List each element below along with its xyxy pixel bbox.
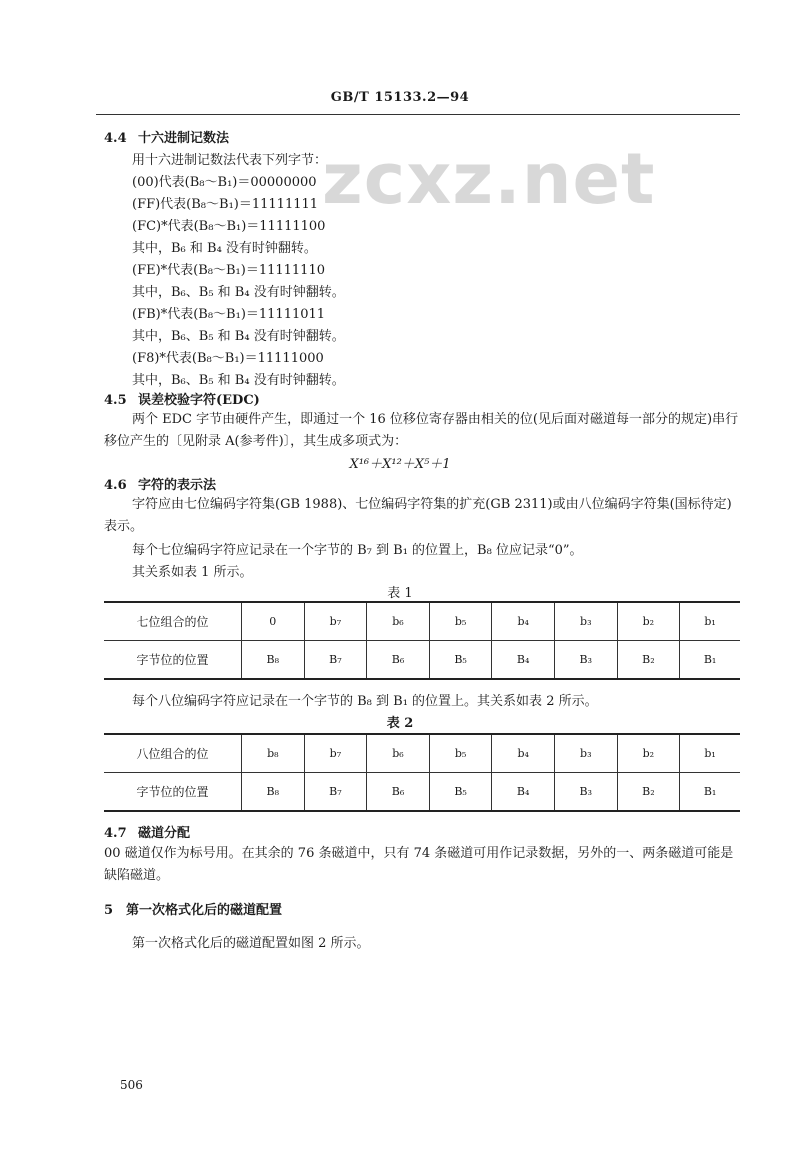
table-cell: B₄ (492, 641, 555, 680)
table-cell: b₁ (680, 734, 740, 773)
table-cell: b₁ (680, 602, 740, 641)
hex-line: (FF)代表(B₈～B₁)＝11111111 (132, 197, 319, 212)
generator-polynomial: X¹⁶＋X¹²＋X⁵＋1 (349, 457, 451, 472)
eight-bit-rule: 每个八位编码字符应记录在一个字节的 B₈ 到 B₁ 的位置上。其关系如表 2 所示。 (132, 694, 598, 709)
table-cell: B₁ (680, 773, 740, 812)
table-cell: b₇ (304, 602, 367, 641)
table-cell: B₅ (429, 773, 492, 812)
track-allocation-body: 00 磁道仅作为标号用。在其余的 76 条磁道中，只有 74 条磁道可用作记录数据，另外的一、两条磁道可能是缺陷磁道。 (104, 846, 734, 883)
hex-line: 其中，B₆ 和 B₄ 没有时钟翻转。 (132, 241, 317, 256)
table-row (104, 734, 740, 773)
table-cell: b₇ (304, 734, 367, 773)
table-cell: B₈ (242, 773, 305, 812)
table-cell: b₅ (429, 602, 492, 641)
table-cell: B₇ (304, 773, 367, 812)
table1-reference: 其关系如表 1 所示。 (132, 565, 253, 580)
table-cell: B₂ (617, 773, 680, 812)
section-4-6-heading (104, 474, 216, 493)
section-4-4-heading (104, 127, 229, 146)
table-cell: B₈ (242, 641, 305, 680)
table-cell: b₄ (492, 602, 555, 641)
hex-line: (F8)*代表(B₈～B₁)＝11111000 (132, 351, 324, 366)
table-cell: B₁ (680, 641, 740, 680)
table-cell: B₆ (367, 641, 430, 680)
watermark: zcxz.net (322, 138, 656, 220)
table-1 (104, 601, 740, 680)
hex-line: (00)代表(B₈～B₁)＝00000000 (132, 175, 317, 190)
section-5-body: 第一次格式化后的磁道配置如图 2 所示。 (132, 936, 370, 951)
table-cell: B₃ (554, 773, 617, 812)
section-title: 字符的表示法 (138, 478, 217, 493)
table-cell: B₂ (617, 641, 680, 680)
table-cell: b₈ (242, 734, 305, 773)
header-rule (96, 114, 740, 115)
section-4-7-heading (104, 822, 190, 841)
hex-line: 其中，B₆、B₅ 和 B₄ 没有时钟翻转。 (132, 329, 345, 344)
table-cell: b₄ (492, 734, 555, 773)
hex-line: (FB)*代表(B₈～B₁)＝11111011 (132, 307, 326, 322)
hex-line: (FE)*代表(B₈～B₁)＝11111110 (132, 263, 325, 278)
page-number: 506 (120, 1078, 143, 1092)
section-title: 第一次格式化后的磁道配置 (126, 903, 283, 918)
table-cell: B₃ (554, 641, 617, 680)
table-cell: b₂ (617, 602, 680, 641)
table-cell: B₇ (304, 641, 367, 680)
hex-line: (FC)*代表(B₈～B₁)＝11111100 (132, 219, 326, 234)
row-label: 字节位的位置 (104, 641, 242, 680)
standard-code-header: GB/T 15133.2—94 (330, 90, 470, 105)
table-cell: b₂ (617, 734, 680, 773)
hex-intro: 用十六进制记数法代表下列字节： (132, 153, 328, 168)
table-2 (104, 733, 740, 812)
section-4-5-heading (104, 389, 260, 408)
section-number: 4.6 (104, 478, 127, 493)
table-row (104, 641, 740, 680)
table-row (104, 773, 740, 812)
table-cell: b₆ (367, 734, 430, 773)
hex-line: 其中，B₆、B₅ 和 B₄ 没有时钟翻转。 (132, 373, 345, 388)
table1-caption: 表 1 (387, 586, 413, 601)
row-label: 字节位的位置 (104, 773, 242, 812)
table2-caption: 表 2 (386, 716, 414, 731)
section-number: 4.7 (104, 826, 127, 841)
char-repr-body: 字符应由七位编码字符集(GB 1988)、七位编码字符集的扩充(GB 2311)或由八位编码字符集(国标待定)表示。 (104, 497, 732, 534)
section-5-heading (104, 899, 282, 918)
row-label: 八位组合的位 (104, 734, 242, 773)
edc-body: 两个 EDC 字节由硬件产生，即通过一个 16 位移位寄存器由相关的位(见后面对磁道每一部分的规定)串行移位产生的〔见附录 A(参考件)〕，其生成多项式为： (104, 412, 739, 449)
row-label: 七位组合的位 (104, 602, 242, 641)
section-title: 误差校验字符(EDC) (138, 393, 260, 408)
hex-line: 其中，B₆、B₅ 和 B₄ 没有时钟翻转。 (132, 285, 345, 300)
section-title: 磁道分配 (138, 826, 191, 841)
table-cell: b₅ (429, 734, 492, 773)
table-cell: b₃ (554, 602, 617, 641)
table-cell: B₄ (492, 773, 555, 812)
section-title: 十六进制记数法 (138, 131, 230, 146)
table-row (104, 602, 740, 641)
table-cell: b₃ (554, 734, 617, 773)
section-number: 5 (104, 903, 114, 918)
table-cell: B₆ (367, 773, 430, 812)
section-number: 4.5 (104, 393, 127, 408)
section-number: 4.4 (104, 131, 127, 146)
table-cell: 0 (242, 602, 305, 641)
seven-bit-rule: 每个七位编码字符应记录在一个字节的 B₇ 到 B₁ 的位置上，B₈ 位应记录“0”。 (132, 543, 583, 558)
table-cell: b₆ (367, 602, 430, 641)
table-cell: B₅ (429, 641, 492, 680)
